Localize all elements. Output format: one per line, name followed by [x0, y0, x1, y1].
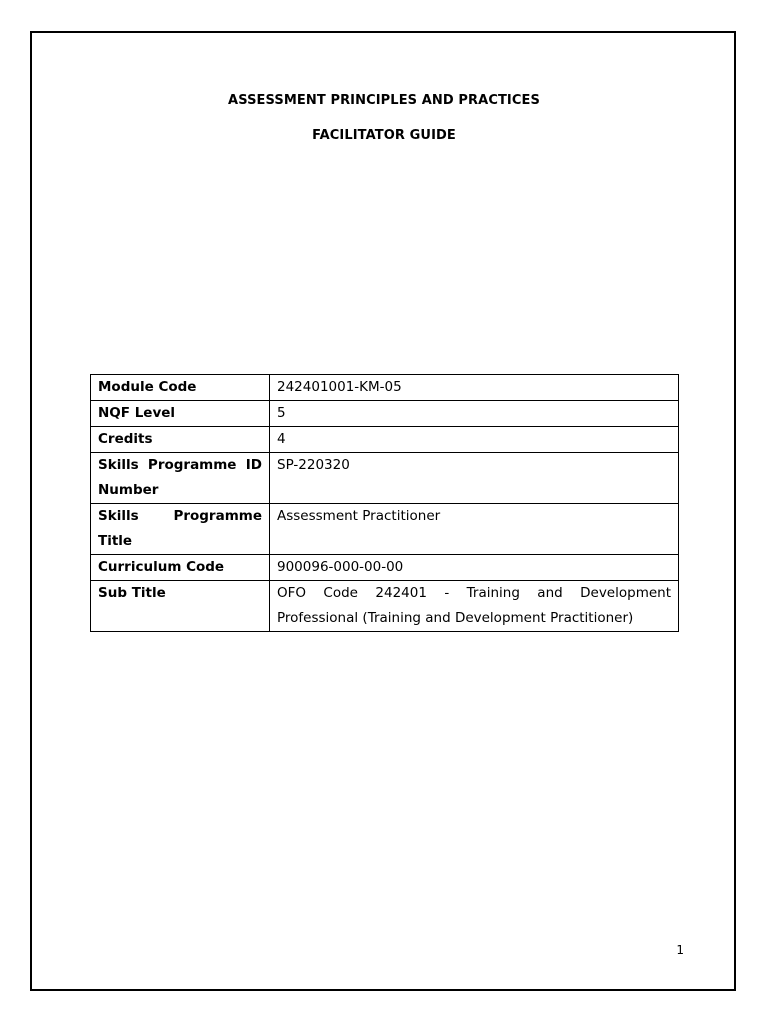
curriculum-code-value: 900096-000-00-00: [270, 555, 679, 581]
nqf-level-label: NQF Level: [91, 401, 270, 427]
skills-programme-id-label: Skills Programme ID Number: [91, 453, 270, 504]
table-row-skills-programme-id: [91, 453, 679, 504]
table-row-skills-programme-title: [91, 504, 679, 555]
table-row-nqf-level: [91, 401, 679, 427]
sub-title-label: Sub Title: [91, 581, 270, 632]
nqf-level-value: 5: [270, 401, 679, 427]
table-row-module-code: [91, 375, 679, 401]
module-info-table: [90, 374, 679, 632]
curriculum-code-label: Curriculum Code: [91, 555, 270, 581]
table-row-credits: [91, 427, 679, 453]
skills-programme-title-label: Skills Programme Title: [91, 504, 270, 555]
skills-programme-id-value: SP-220320: [270, 453, 679, 504]
document-title: ASSESSMENT PRINCIPLES AND PRACTICES: [228, 93, 540, 108]
sub-title-value: OFO Code 242401 - Training and Development Professional (Training and Development Practitioner): [270, 581, 679, 632]
document-subtitle: FACILITATOR GUIDE: [312, 128, 456, 143]
module-code-value: 242401001-KM-05: [270, 375, 679, 401]
credits-value: 4: [270, 427, 679, 453]
table-row-sub-title: [91, 581, 679, 632]
module-code-label: Module Code: [91, 375, 270, 401]
page-number: 1: [676, 943, 684, 957]
skills-programme-title-value: Assessment Practitioner: [270, 504, 679, 555]
credits-label: Credits: [91, 427, 270, 453]
table-row-curriculum-code: [91, 555, 679, 581]
